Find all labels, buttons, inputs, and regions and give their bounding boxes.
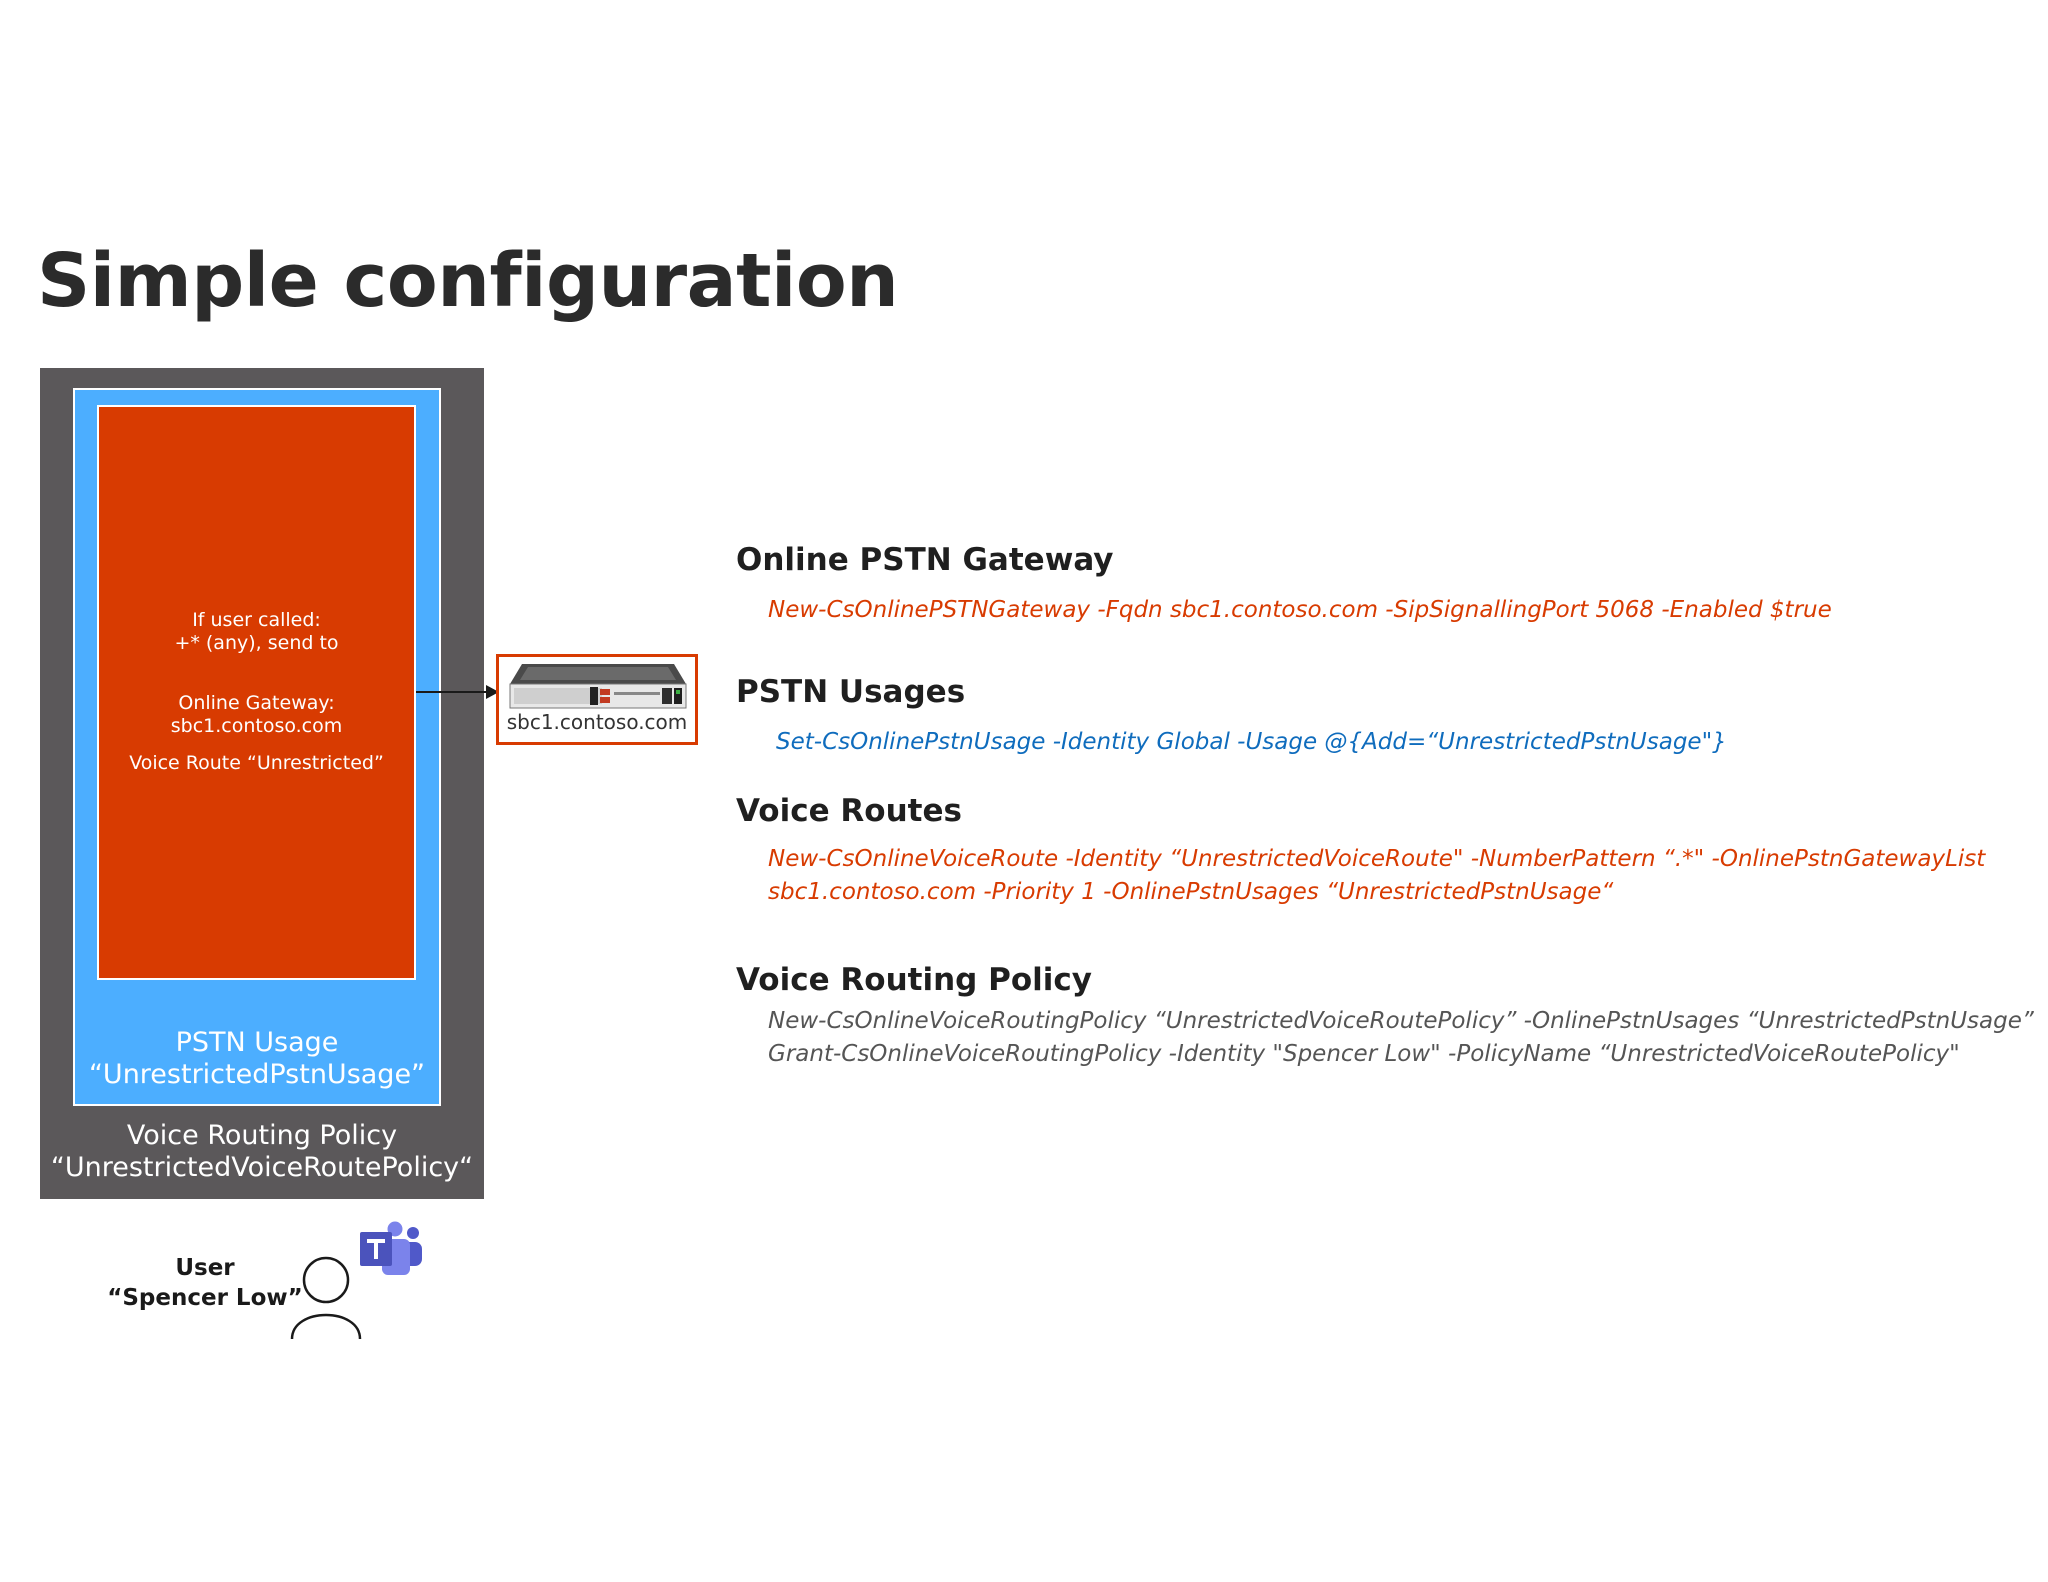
section-heading-policy: Voice Routing Policy — [736, 962, 1093, 998]
sbc-device-icon — [508, 662, 688, 712]
teams-logo-icon — [358, 1220, 424, 1280]
command-policy-line1: New-CsOnlineVoiceRoutingPolicy “UnrestrictedVoiceRoutePolicy” -OnlinePstnUsages “UnrestrictedPstnUsage” — [768, 1008, 2034, 1034]
arrow-connector — [416, 691, 488, 693]
voice-routing-policy-label: Voice Routing Policy “UnrestrictedVoiceRoutePolicy“ — [50, 1120, 474, 1183]
section-heading-gateway: Online PSTN Gateway — [736, 542, 1114, 578]
command-routes-line2: sbc1.contoso.com -Priority 1 -OnlinePstnUsages “UnrestrictedPstnUsage“ — [768, 879, 1614, 905]
voice-route-gateway: Online Gateway: sbc1.contoso.com — [170, 692, 343, 737]
section-heading-usages: PSTN Usages — [736, 674, 966, 710]
command-gateway: New-CsOnlinePSTNGateway -Fqdn sbc1.contoso.com -SipSignallingPort 5068 -Enabled $true — [768, 597, 1832, 623]
sbc-label: sbc1.contoso.com — [506, 710, 688, 734]
page-title: Simple configuration — [37, 238, 899, 324]
command-policy-line2: Grant-CsOnlineVoiceRoutingPolicy -Identity "Spencer Low" -PolicyName “UnrestrictedVoiceRoutePolicy" — [768, 1041, 1960, 1067]
voice-route-name: Voice Route “Unrestricted” — [129, 752, 384, 774]
command-routes-line1: New-CsOnlineVoiceRoute -Identity “UnrestrictedVoiceRoute" -NumberPattern “.*" -OnlinePstnGatewayList — [768, 846, 1986, 872]
voice-route-condition: If user called: +* (any), send to — [174, 609, 339, 654]
person-icon — [286, 1255, 366, 1340]
section-heading-routes: Voice Routes — [736, 793, 962, 829]
command-usages: Set-CsOnlinePstnUsage -Identity Global -Usage @{Add=“UnrestrictedPstnUsage"} — [776, 729, 1727, 755]
user-label: User “Spencer Low” — [107, 1255, 303, 1311]
pstn-usage-label: PSTN Usage “UnrestrictedPstnUsage” — [88, 1027, 426, 1090]
